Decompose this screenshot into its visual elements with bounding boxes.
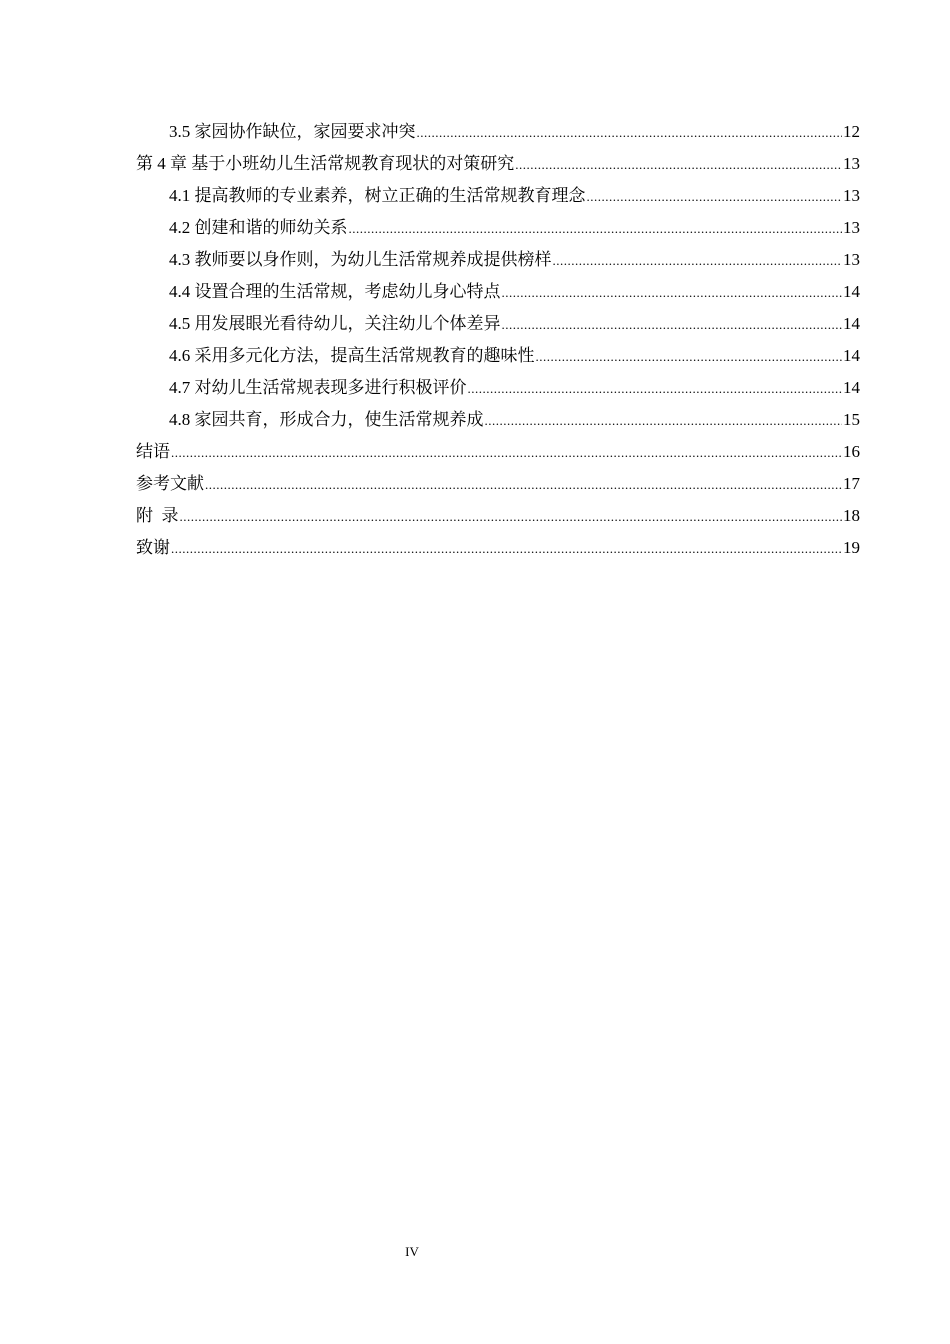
toc-entry[interactable]	[136, 532, 860, 564]
toc-dot-leader	[417, 117, 843, 149]
toc-entry[interactable]	[136, 180, 860, 212]
toc-entry[interactable]	[136, 404, 860, 436]
toc-entry-title: 4.1 提高教师的专业素养，树立正确的生活常规教育理念	[169, 186, 586, 205]
toc-dot-leader	[468, 373, 843, 405]
toc-dot-leader	[515, 149, 842, 181]
toc-entry-title: 参考文献	[136, 474, 204, 493]
toc-dot-leader	[553, 245, 843, 277]
toc-entry-title: 致谢	[136, 538, 170, 557]
toc-entry[interactable]	[136, 212, 860, 244]
toc-entry-page: 14	[843, 346, 860, 365]
toc-entry-title: 4.2 创建和谐的师幼关系	[169, 218, 348, 237]
toc-entry-page: 14	[843, 314, 860, 333]
toc-entry-page: 13	[843, 218, 860, 237]
toc-entry-page: 13	[843, 154, 860, 173]
toc-dot-leader	[349, 213, 843, 245]
toc-dot-leader	[171, 533, 842, 565]
toc-entry[interactable]	[136, 436, 860, 468]
toc-entry-page: 15	[843, 410, 860, 429]
table-of-contents	[136, 116, 860, 564]
toc-entry-page: 18	[843, 506, 860, 525]
toc-entry-page: 13	[843, 250, 860, 269]
toc-entry-title: 4.4 设置合理的生活常规，考虑幼儿身心特点	[169, 282, 501, 301]
toc-entry-page: 13	[843, 186, 860, 205]
toc-entry-title: 4.3 教师要以身作则，为幼儿生活常规养成提供榜样	[169, 250, 552, 269]
toc-entry-page: 17	[843, 474, 860, 493]
toc-entry-title: 结语	[136, 442, 170, 461]
toc-entry[interactable]	[136, 340, 860, 372]
toc-dot-leader	[502, 309, 843, 341]
toc-dot-leader	[587, 181, 843, 213]
toc-dot-leader	[502, 277, 843, 309]
toc-entry[interactable]	[136, 468, 860, 500]
toc-dot-leader	[205, 469, 842, 501]
toc-entry[interactable]	[136, 116, 860, 148]
toc-entry-page: 14	[843, 378, 860, 397]
page-number-footer: IV	[405, 1244, 419, 1259]
toc-entry-page: 12	[843, 122, 860, 141]
toc-entry-page: 19	[843, 538, 860, 557]
toc-dot-leader	[171, 437, 842, 469]
toc-entry[interactable]	[136, 276, 860, 308]
toc-entry-title: 3.5 家园协作缺位，家园要求冲突	[169, 122, 416, 141]
toc-entry-page: 16	[843, 442, 860, 461]
toc-dot-leader	[536, 341, 843, 373]
toc-entry-title: 4.7 对幼儿生活常规表现多进行积极评价	[169, 378, 467, 397]
toc-dot-leader	[485, 405, 843, 437]
toc-entry[interactable]	[136, 500, 860, 532]
toc-entry[interactable]	[136, 148, 860, 180]
toc-entry-title: 4.6 采用多元化方法，提高生活常规教育的趣味性	[169, 346, 535, 365]
toc-entry-title: 第 4 章 基于小班幼儿生活常规教育现状的对策研究	[136, 154, 515, 173]
toc-entry[interactable]	[136, 372, 860, 404]
toc-entry-page: 14	[843, 282, 860, 301]
toc-entry[interactable]	[136, 308, 860, 340]
toc-entry[interactable]	[136, 244, 860, 276]
toc-entry-title: 附 录	[136, 506, 179, 525]
toc-dot-leader	[180, 501, 843, 533]
toc-entry-title: 4.8 家园共育，形成合力，使生活常规养成	[169, 410, 484, 429]
toc-entry-title: 4.5 用发展眼光看待幼儿，关注幼儿个体差异	[169, 314, 501, 333]
